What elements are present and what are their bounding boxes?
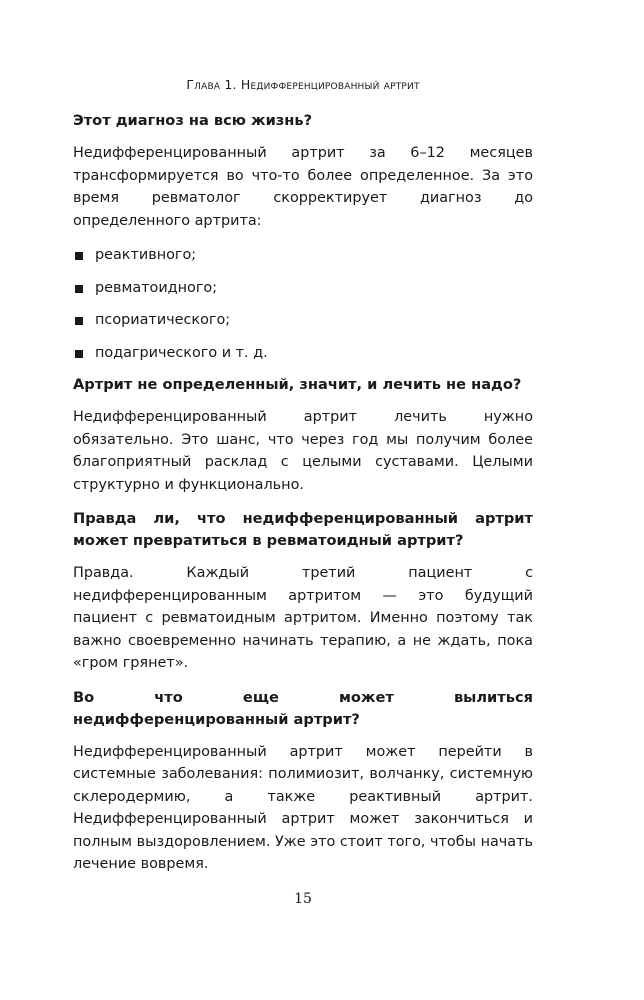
running-head-title: Недифференцированный артрит [240,77,420,92]
list-item: реактивного; [73,244,533,266]
section-paragraph: Недифференцированный артрит может перейти в системные заболевания: полимиозит, волчанку, системную склеродермию, а также реактивный артрит. Недифференцированный артрит может закончиться и полным выздоровлением. Уже это стоит того, чтобы начать лечение вовремя. [73,743,533,872]
section-heading: Во что еще может вылиться недифференцированный артрит? [73,688,533,728]
section-paragraph: Недифференцированный артрит лечить нужно обязательно. Это шанс, что через год мы получим более благоприятный расклад с целыми суставами. Целыми структурно и функционально. [73,409,533,493]
list-item: псориатического; [73,309,533,331]
page-number: 15 [294,891,312,907]
running-head [73,77,533,92]
running-head-label: Глава 1. [186,77,237,92]
section-heading: Артрит не определенный, значит, и лечить не надо? [73,376,522,393]
section-heading: Правда ли, что недифференцированный артрит может превратиться в ревматоидный артрит? [73,510,533,549]
section-paragraph: Правда. Каждый третий пациент с недифференцированным артритом — это будущий пациент с ревматоидным артритом. Именно поэтому так важно своевременно начинать терапию, а не ждать, пока «гром грянет». [73,565,533,671]
section-paragraph: Недифференцированный артрит за 6–12 месяцев трансформируется во что-то более определенное. За это время ревматолог скорректирует диагноз до определенного артрита: [73,145,533,229]
page-content [73,110,533,888]
list-item: подагрического и т. д. [73,342,533,364]
section-heading: Этот диагноз на всю жизнь? [73,112,313,129]
list-item: ревматоидного; [73,277,533,299]
bullet-list [73,244,533,364]
